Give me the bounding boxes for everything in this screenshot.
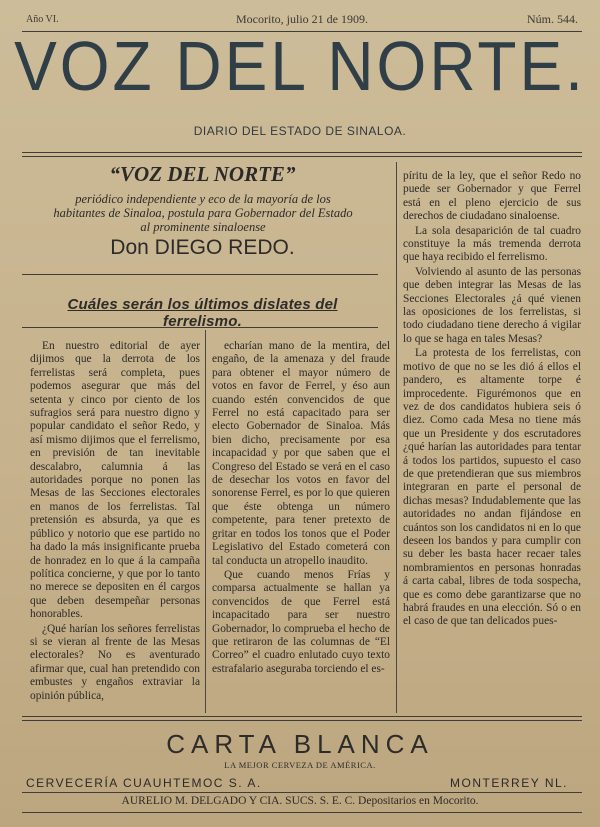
- announcement-description: periódico independiente y eco de la mayoría de los habitantes de Sinaloa, postula para Gobernador del Estado al prominente sinaloense: [53, 192, 353, 234]
- masthead-title: VOZ DEL NORTE.: [14, 27, 586, 105]
- dateline: Mocorito, julio 21 de 1909.: [236, 12, 368, 26]
- masthead-rule-bottom: [22, 156, 582, 157]
- article-column-1: [30, 340, 200, 704]
- col3-paragraph: Volviendo al asunto de las personas que deben integrar las Mesas de las Secciones Electorales ¿á qué vienen las oposiciones de los ferrelistas, si todo ciudadano tiene derecho á vigilar lo que se haga en tales Mesas?: [403, 265, 581, 345]
- year-label: Año VI.: [26, 14, 59, 25]
- article-headline: Cuáles serán los últimos dislates del ferrelismo.: [67, 296, 338, 330]
- ad-brand: CARTA BLANCA: [166, 729, 434, 759]
- article-column-3: [403, 170, 581, 630]
- ad-brewery-line: [26, 776, 578, 790]
- announcement-rule: [22, 274, 378, 275]
- issue-number: Núm. 544.: [527, 12, 578, 26]
- announcement-title: “VOZ DEL NORTE”: [109, 162, 296, 186]
- col3-paragraph: La sola desaparición de tal cuadro constituye la más tremenda derrota que haya recibido el ferrelismo.: [403, 224, 581, 264]
- ad-rule-middle: [22, 792, 582, 793]
- col3-paragraph: La protesta de los ferrelistas, con motivo de que no se les dió á ellos el pandero, es altamente torpe é improcedente. Figurémonos que en vez de dos candidatos hubiera seis ó diez. Como cada Mesa no tiene más que un Presidente y dos escrutadores ¿qué harían las autoridades para tentar á todos los partidos, supuesto el caso de que pretendieran que sus miembros integraran en parte el personal de dichas mesas? Indudablemente que las autoridades no andan fijándose en cuántos son los candidatos ni en lo que deseen los bandos y para cumplir con su deber les basta hacer recaer tales nombramientos en personas honradas á carta cabal, libres de toda sospecha, que es como debe garantizarse que no habrá fraudes en una elección. Só o en el caso de que tan delicados pues-: [403, 347, 581, 628]
- article-column-2: [212, 340, 390, 677]
- ad-brewery: CERVECERÍA CUAUHTEMOC S. A.: [26, 776, 262, 790]
- masthead-subtitle: DIARIO DEL ESTADO DE SINALOA.: [193, 124, 407, 138]
- col1-paragraph: En nuestro editorial de ayer dijimos que la derrota de los ferrelistas será completa, pues podemos asegurar que más del setenta y cinco por ciento de los sufragios será para nuestro digno y popular candidato el señor Redo, y así mismo dijimos que el ferrelismo, en previsión de tan inevitable descalabro, calumnia á las autoridades porque no ponen las Mesas de las Secciones electorales en manos de los ferrelistas. Tal pretensión es absurda, ya que es público y notorio que ese partido no ha dado la más insignificante prueba de honradez en lo que á la campaña política concierne, y que por lo tanto no merece se depositen en él cargos que deben desempeñar personas honorables.: [30, 340, 200, 621]
- headline-rule: [22, 327, 378, 328]
- ad-rule-bottom: [22, 812, 582, 813]
- ad-rule-top: [22, 716, 582, 717]
- column-divider-2: [396, 162, 397, 713]
- col1-paragraph: ¿Qué harían los señores ferrelistas si se vieran al frente de las Mesas electorales? No es aventurado afirmar que, cual han pretendido con embustes y engaños extraviar la opinión pública,: [30, 622, 200, 702]
- col3-paragraph: píritu de la ley, que el señor Redo no puede ser Gobernador y que Ferrel está en el pleno ejercicio de sus derechos de ciudadano sinaloense.: [403, 170, 581, 223]
- masthead-rule-top: [22, 152, 582, 153]
- ad-city: MONTERREY NL.: [450, 776, 568, 790]
- col2-paragraph: echarían mano de la mentira, del engaño, de la amenaza y del fraude para obtener el mayor número de votos en favor de Ferrel, y éso aun cuando estén convencidos de que Ferrel no está capacitado para ser electo Gobernador de Sinaloa. Más bien dicho, precisamente por esa incapacidad y por que saben que el Congreso del Estado se verá en el caso de desechar los votos en favor del sonorense Ferrel, es por lo que quieren que éste obtenga un número competente, para tener pretexto de gritar en todos los tonos que el Poder Legislativo del Estado cometerá con tal conducta un atropello inaudito.: [212, 340, 390, 567]
- ad-rule-top-thin: [22, 720, 582, 721]
- column-divider-1: [205, 330, 206, 713]
- ad-tagline: LA MEJOR CERVEZA DE AMÉRICA.: [224, 760, 376, 770]
- ad-distributor: AURELIO M. DELGADO Y CIA. SUCS. S. E. C. Depositarios en Mocorito.: [121, 795, 479, 807]
- col2-paragraph: Que cuando menos Frías y comparsa actualmente se hallan ya convencidos de que Ferrel está incapacitado para ser nuestro Gobernador, lo comprueba el hecho de que retiraron de las columnas de “El Correo” el cuadro enlutado cuyo texto estrafalario aseguraba torciendo el es-: [212, 568, 390, 675]
- candidate-name: Don DIEGO REDO.: [110, 236, 295, 259]
